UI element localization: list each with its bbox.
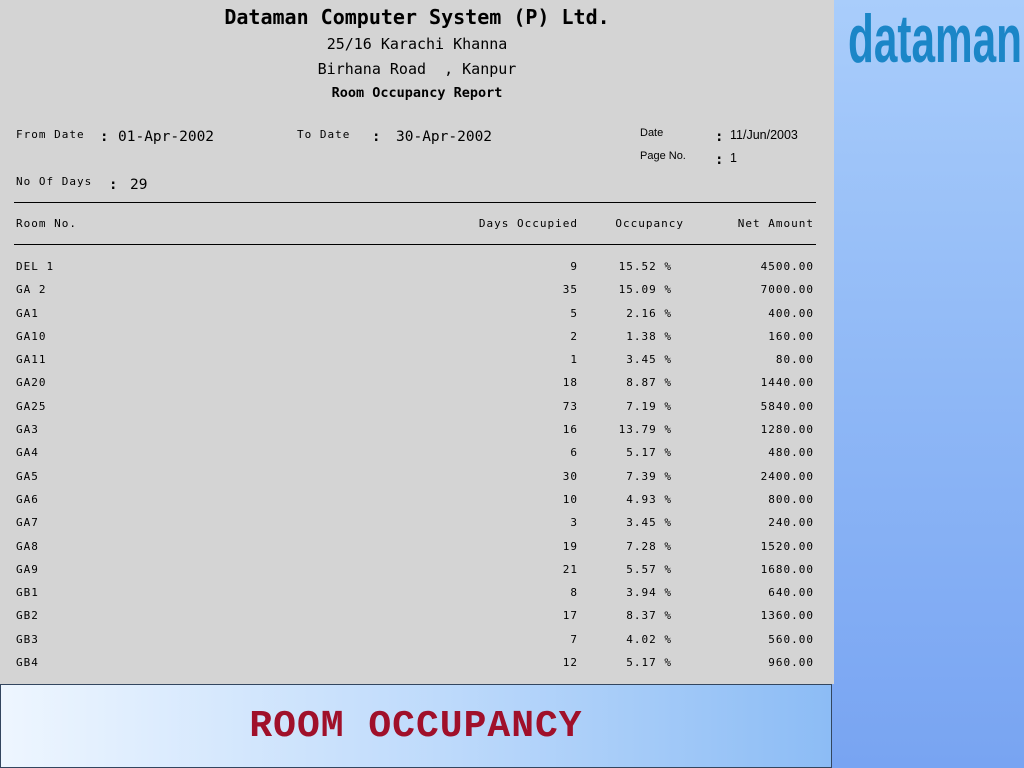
table-row (0, 353, 834, 376)
date-value: 11/Jun/2003 (730, 128, 798, 142)
cell-days-occupied: 6 (570, 446, 578, 460)
report-title: Room Occupancy Report (331, 85, 503, 101)
title-banner (0, 684, 832, 768)
address-line-2: Birhana Road , Kanpur (317, 60, 517, 78)
cell-days-occupied: 7 (570, 632, 578, 646)
cell-room: GA1 (16, 306, 39, 320)
cell-room: GA7 (16, 516, 39, 530)
col-occupancy: Occupancy (615, 217, 684, 230)
cell-days-occupied: 17 (562, 609, 578, 623)
cell-occupancy: 3.45 % (626, 516, 672, 530)
cell-days-occupied: 73 (562, 399, 578, 413)
table-row (0, 516, 834, 539)
dataman-logo (846, 4, 1022, 66)
page-colon: : (715, 152, 724, 168)
cell-occupancy: 8.87 % (626, 376, 672, 390)
cell-room: GA6 (16, 492, 39, 506)
cell-net-amount: 1440.00 (760, 376, 814, 390)
banner-title: ROOM OCCUPANCY (249, 705, 583, 748)
cell-room: GB2 (16, 609, 39, 623)
cell-room: GA10 (16, 329, 47, 343)
col-days-occupied: Days Occupied (478, 217, 578, 230)
date-colon: : (715, 129, 724, 145)
table-row (0, 330, 834, 353)
cell-net-amount: 960.00 (768, 656, 814, 670)
cell-net-amount: 1680.00 (760, 562, 814, 576)
cell-days-occupied: 8 (570, 586, 578, 600)
to-date-value: 30-Apr-2002 (396, 129, 493, 145)
cell-days-occupied: 10 (562, 492, 578, 506)
cell-room: GB4 (16, 656, 39, 670)
col-room: Room No. (16, 217, 77, 230)
cell-days-occupied: 12 (562, 656, 578, 670)
cell-days-occupied: 2 (570, 329, 578, 343)
cell-room: GA8 (16, 539, 39, 553)
cell-room: DEL 1 (16, 260, 55, 273)
cell-occupancy: 2.16 % (626, 306, 672, 320)
table-row (0, 260, 834, 283)
table-row (0, 470, 834, 493)
cell-room: GA4 (16, 446, 39, 460)
cell-net-amount: 800.00 (768, 492, 814, 506)
table-row (0, 656, 834, 679)
cell-occupancy: 15.52 % (618, 260, 672, 273)
from-date-label: From Date (16, 128, 85, 141)
table-row (0, 493, 834, 516)
cell-net-amount: 1360.00 (760, 609, 814, 623)
cell-occupancy: 5.17 % (626, 656, 672, 670)
cell-room: GA11 (16, 353, 47, 367)
cell-days-occupied: 19 (562, 539, 578, 553)
cell-net-amount: 640.00 (768, 586, 814, 600)
cell-days-occupied: 1 (570, 353, 578, 367)
cell-days-occupied: 30 (562, 469, 578, 483)
header-top-rule (14, 202, 816, 203)
cell-occupancy: 1.38 % (626, 329, 672, 343)
cell-days-occupied: 3 (570, 516, 578, 530)
days-label: No Of Days (16, 175, 93, 188)
cell-room: GA9 (16, 562, 39, 576)
cell-net-amount: 560.00 (768, 632, 814, 646)
table-row (0, 586, 834, 609)
to-date-label: To Date (297, 128, 351, 141)
cell-occupancy: 5.57 % (626, 562, 672, 576)
table-row (0, 633, 834, 656)
cell-net-amount: 5840.00 (760, 399, 814, 413)
company-name: Dataman Computer System (P) Ltd. (224, 5, 610, 29)
cell-occupancy: 7.28 % (626, 539, 672, 553)
cell-net-amount: 7000.00 (760, 283, 814, 297)
to-date-colon: : (372, 129, 381, 145)
table-row (0, 609, 834, 632)
cell-net-amount: 400.00 (768, 306, 814, 320)
cell-net-amount: 2400.00 (760, 469, 814, 483)
cell-occupancy: 13.79 % (618, 423, 672, 437)
cell-net-amount: 80.00 (775, 353, 814, 367)
cell-net-amount: 160.00 (768, 329, 814, 343)
cell-occupancy: 5.17 % (626, 446, 672, 460)
table-row (0, 400, 834, 423)
cell-days-occupied: 18 (562, 376, 578, 390)
date-label: Date (640, 127, 664, 139)
cell-room: GB3 (16, 632, 39, 646)
cell-days-occupied: 5 (570, 306, 578, 320)
header-bottom-rule (14, 244, 816, 245)
cell-occupancy: 4.93 % (626, 492, 672, 506)
days-value: 29 (130, 177, 148, 193)
table-row (0, 446, 834, 469)
cell-room: GA3 (16, 423, 39, 437)
table-row (0, 540, 834, 563)
cell-days-occupied: 21 (562, 562, 578, 576)
cell-occupancy: 7.39 % (626, 469, 672, 483)
cell-occupancy: 7.19 % (626, 399, 672, 413)
table-row (0, 423, 834, 446)
cell-days-occupied: 35 (562, 283, 578, 297)
logo-wordmark: dataman (848, 4, 1022, 66)
table-row (0, 283, 834, 306)
days-colon: : (109, 177, 118, 193)
cell-room: GB1 (16, 586, 39, 600)
cell-days-occupied: 9 (570, 260, 578, 273)
address-line-1: 25/16 Karachi Khanna (326, 35, 508, 53)
cell-occupancy: 8.37 % (626, 609, 672, 623)
cell-net-amount: 1280.00 (760, 423, 814, 437)
from-date-value: 01-Apr-2002 (118, 129, 215, 145)
cell-occupancy: 15.09 % (618, 283, 672, 297)
page-label: Page No. (640, 150, 686, 162)
cell-days-occupied: 16 (562, 423, 578, 437)
cell-net-amount: 240.00 (768, 516, 814, 530)
cell-occupancy: 3.94 % (626, 586, 672, 600)
cell-room: GA25 (16, 399, 47, 413)
table-row (0, 307, 834, 330)
cell-room: GA5 (16, 469, 39, 483)
table-row (0, 563, 834, 586)
col-net-amount: Net Amount (737, 217, 814, 230)
from-date-colon: : (100, 129, 109, 145)
table-row (0, 376, 834, 399)
page-number: 1 (730, 151, 737, 165)
cell-net-amount: 1520.00 (760, 539, 814, 553)
cell-net-amount: 480.00 (768, 446, 814, 460)
cell-occupancy: 3.45 % (626, 353, 672, 367)
cell-room: GA20 (16, 376, 47, 390)
cell-net-amount: 4500.00 (760, 260, 814, 273)
cell-room: GA 2 (16, 283, 47, 297)
table-body (0, 260, 834, 679)
cell-occupancy: 4.02 % (626, 632, 672, 646)
